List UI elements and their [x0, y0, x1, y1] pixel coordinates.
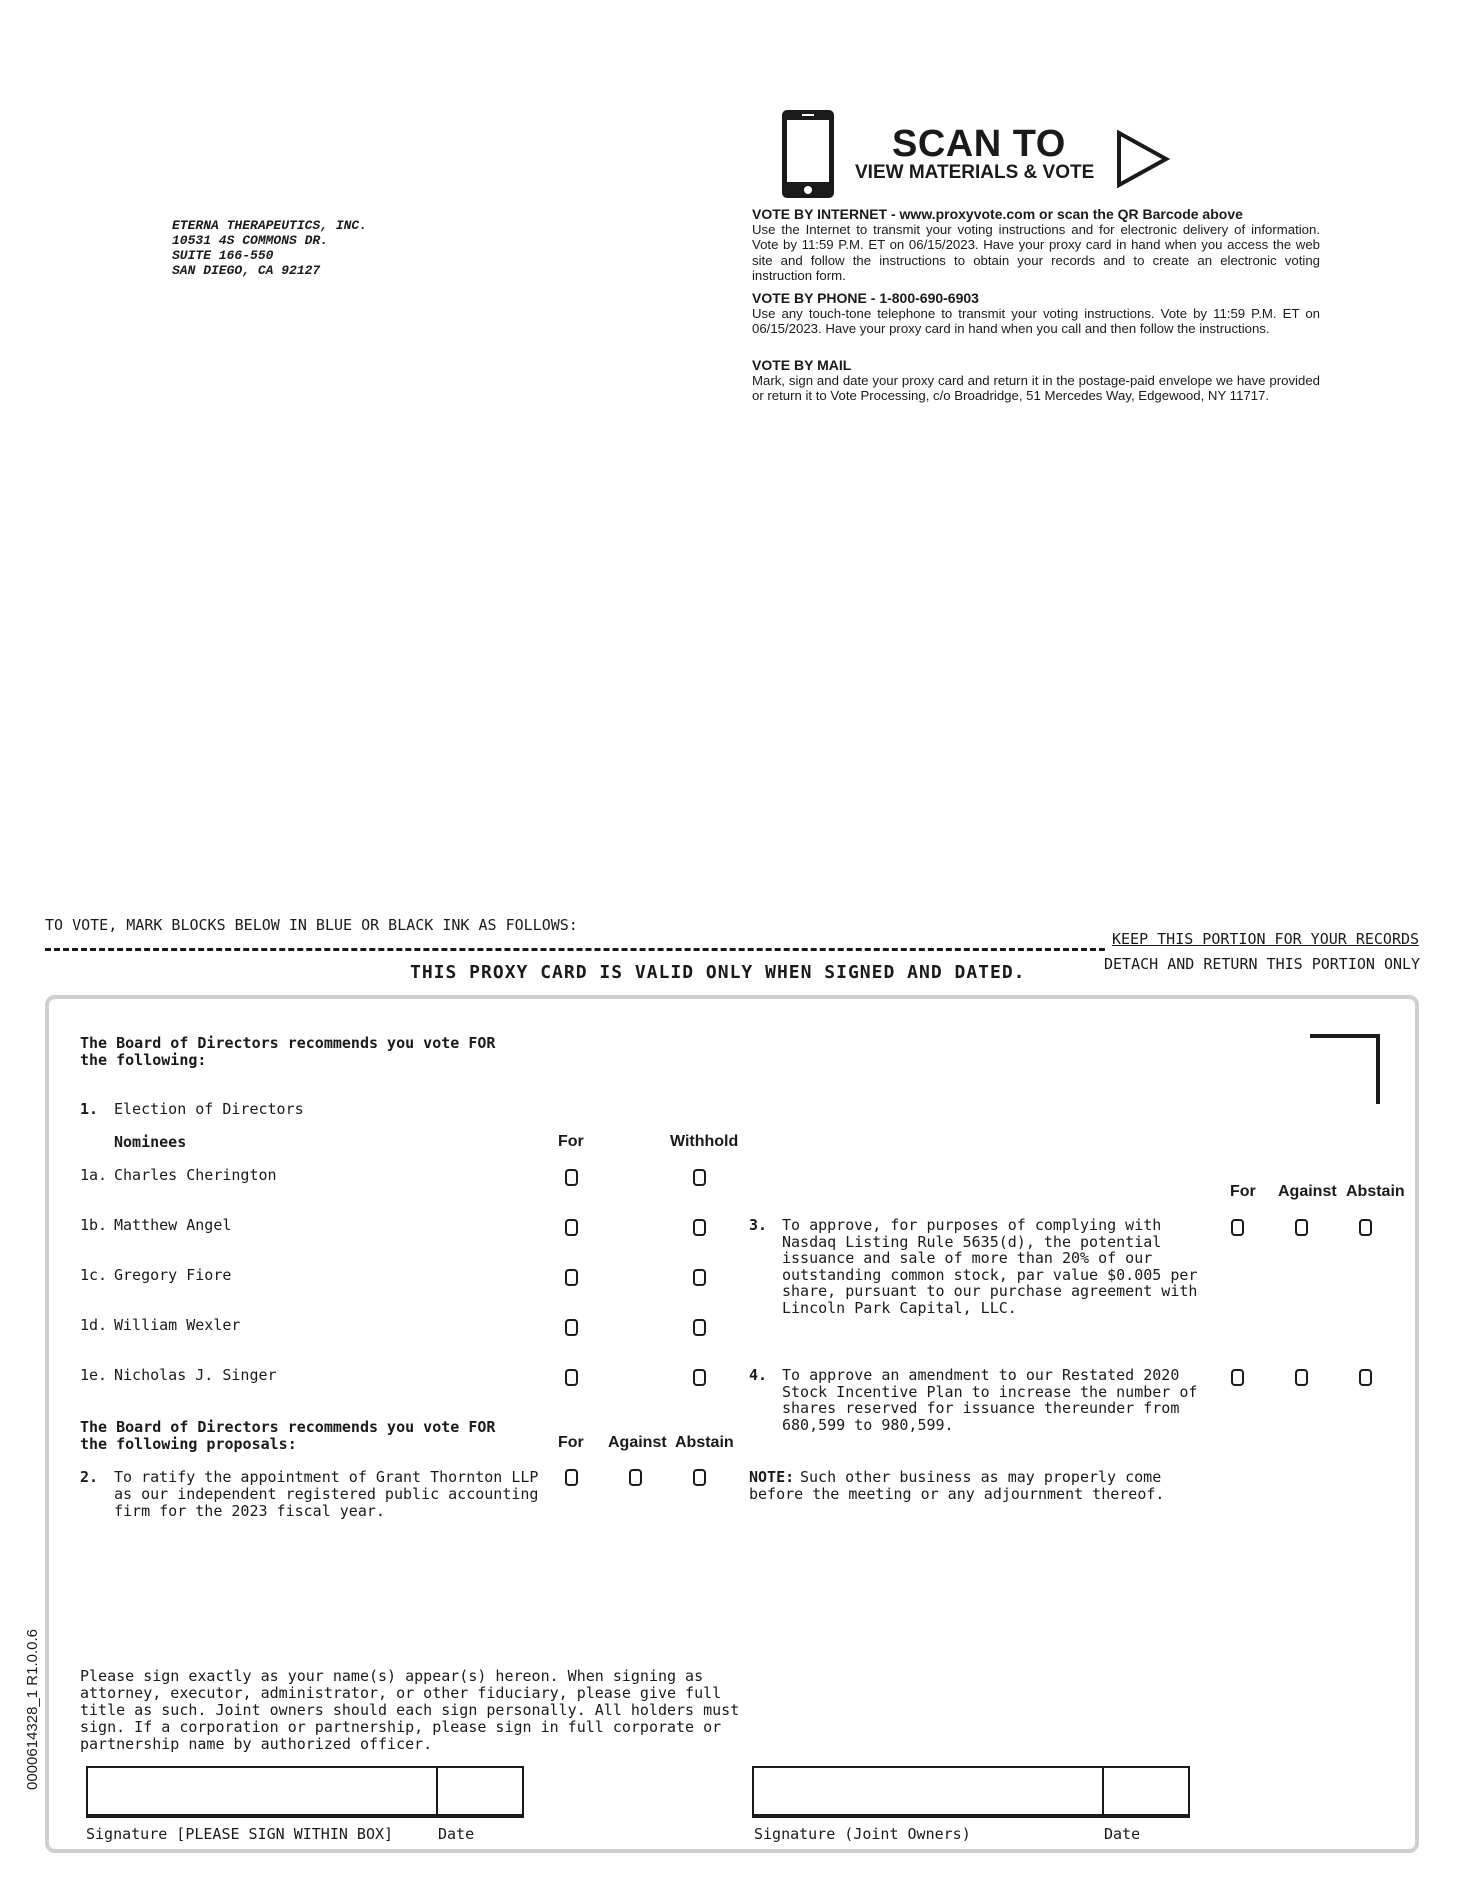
- item4-line2: Stock Incentive Plan to increase the number of: [782, 1383, 1198, 1401]
- detach-portion-label: DETACH AND RETURN THIS PORTION ONLY: [1104, 955, 1421, 973]
- vote-phone-heading: VOTE BY PHONE - 1-800-690-6903: [752, 290, 979, 306]
- marking-instructions: TO VOTE, MARK BLOCKS BELOW IN BLUE OR BLACK INK AS FOLLOWS:: [45, 916, 578, 934]
- item3-number: 3.: [749, 1216, 768, 1234]
- checkbox-1b-for[interactable]: [565, 1219, 578, 1236]
- item2-line1: To ratify the appointment of Grant Thornton LLP: [114, 1468, 539, 1486]
- checkbox-1a-for[interactable]: [565, 1169, 578, 1186]
- checkbox-1d-for[interactable]: [565, 1319, 578, 1336]
- nominees-label: Nominees: [114, 1133, 187, 1151]
- sign-instructions-line3: title as such. Joint owners should each sign personally. All holders must: [80, 1701, 740, 1719]
- checkbox-2-for[interactable]: [565, 1469, 578, 1486]
- joint-signature-box[interactable]: [752, 1766, 1190, 1818]
- board-recommendation-1-line2: the following:: [80, 1051, 207, 1069]
- col-for-3: For: [1230, 1183, 1256, 1200]
- col-abstain-2: Abstain: [675, 1434, 734, 1451]
- side-control-code: 0000614328_1 R1.0.0.6: [24, 1629, 41, 1790]
- checkbox-3-abstain[interactable]: [1359, 1219, 1372, 1236]
- checkbox-4-abstain[interactable]: [1359, 1369, 1372, 1386]
- item4-line1: To approve an amendment to our Restated 2020: [782, 1366, 1180, 1384]
- company-address: [172, 218, 367, 278]
- vote-mail-section: [752, 357, 1320, 404]
- play-arrow-icon: [1116, 130, 1170, 188]
- sign-instructions-line4: sign. If a corporation or partnership, please sign in full corporate or: [80, 1718, 722, 1736]
- checkbox-4-against[interactable]: [1295, 1369, 1308, 1386]
- nominee-name-1c: Gregory Fiore: [114, 1266, 232, 1284]
- nominee-id-1b: 1b.: [80, 1216, 108, 1234]
- col-abstain-3: Abstain: [1346, 1183, 1405, 1200]
- checkbox-1e-withhold[interactable]: [693, 1369, 706, 1386]
- nominee-id-1e: 1e.: [80, 1366, 108, 1384]
- signature-box[interactable]: [86, 1766, 524, 1818]
- nominee-name-1d: William Wexler: [114, 1316, 241, 1334]
- sign-instructions-line1: Please sign exactly as your name(s) appear(s) hereon. When signing as: [80, 1667, 704, 1685]
- company-suite: SUITE 166-550: [172, 248, 274, 263]
- nominee-id-1a: 1a.: [80, 1166, 108, 1184]
- col-against-3: Against: [1278, 1183, 1337, 1200]
- col-withhold: Withhold: [670, 1133, 739, 1150]
- board-recommendation-1-line1: The Board of Directors recommends you vote FOR: [80, 1034, 496, 1052]
- vote-internet-section: [752, 206, 1320, 284]
- scan-subtitle: VIEW MATERIALS & VOTE: [855, 162, 1095, 183]
- company-street: 10531 4S COMMONS DR.: [172, 233, 329, 248]
- checkbox-4-for[interactable]: [1231, 1369, 1244, 1386]
- item3-line2: Nasdaq Listing Rule 5635(d), the potential: [782, 1233, 1162, 1251]
- item2-number: 2.: [80, 1468, 99, 1486]
- item4-line3: shares reserved for issuance thereunder from: [782, 1399, 1180, 1417]
- corner-registration-mark: [1310, 1034, 1380, 1104]
- item3-line6: Lincoln Park Capital, LLC.: [782, 1299, 1017, 1317]
- nominee-name-1e: Nicholas J. Singer: [114, 1366, 277, 1384]
- company-city: SAN DIEGO, CA 92127: [172, 263, 321, 278]
- checkbox-1b-withhold[interactable]: [693, 1219, 706, 1236]
- checkbox-1c-for[interactable]: [565, 1269, 578, 1286]
- vote-internet-heading: VOTE BY INTERNET - www.proxyvote.com or scan the QR Barcode above: [752, 206, 1243, 222]
- checkbox-1c-withhold[interactable]: [693, 1269, 706, 1286]
- checkbox-1e-for[interactable]: [565, 1369, 578, 1386]
- detach-line: [45, 948, 1105, 951]
- item3-line1: To approve, for purposes of complying with: [782, 1216, 1162, 1234]
- vote-internet-body: Use the Internet to transmit your voting instructions and for electronic delivery of information. Vote by 11:59 P.M. ET on 06/15/2023. Have your proxy card in hand when you access the web site and follow the instructions to obtain your records and to create an electronic voting instruction form.: [752, 222, 1320, 284]
- scan-title: SCAN TO: [892, 123, 1066, 165]
- note-line1: Such other business as may properly come: [800, 1468, 1162, 1486]
- joint-signature-date-divider: [1102, 1766, 1104, 1818]
- joint-signature-label: Signature (Joint Owners): [754, 1825, 971, 1843]
- note-line2: before the meeting or any adjournment thereof.: [749, 1485, 1165, 1503]
- col-against-2: Against: [608, 1434, 667, 1451]
- checkbox-1d-withhold[interactable]: [693, 1319, 706, 1336]
- nominee-name-1b: Matthew Angel: [114, 1216, 232, 1234]
- keep-portion-label: KEEP THIS PORTION FOR YOUR RECORDS: [1112, 930, 1420, 948]
- sign-instructions-line2: attorney, executor, administrator, or other fiduciary, please give full: [80, 1684, 722, 1702]
- item3-line3: issuance and sale of more than 20% of our: [782, 1249, 1153, 1267]
- smartphone-icon: [780, 108, 836, 200]
- vote-phone-body: Use any touch-tone telephone to transmit your voting instructions. Vote by 11:59 P.M. ET on 06/15/2023. Have your proxy card in hand when you call and then follow the instructions.: [752, 306, 1320, 337]
- vote-phone-section: [752, 290, 1320, 337]
- board-recommendation-2-line2: the following proposals:: [80, 1435, 297, 1453]
- joint-date-label: Date: [1104, 1825, 1141, 1843]
- item4-line4: 680,599 to 980,599.: [782, 1416, 954, 1434]
- item3-line5: share, pursuant to our purchase agreement with: [782, 1282, 1198, 1300]
- nominee-name-1a: Charles Cherington: [114, 1166, 277, 1184]
- checkbox-3-for[interactable]: [1231, 1219, 1244, 1236]
- company-name: ETERNA THERAPEUTICS, INC.: [172, 218, 368, 233]
- note-label: NOTE:: [749, 1468, 795, 1486]
- checkbox-2-abstain[interactable]: [693, 1469, 706, 1486]
- date-label: Date: [438, 1825, 475, 1843]
- nominee-id-1c: 1c.: [80, 1266, 108, 1284]
- item1-number: 1.: [80, 1100, 99, 1118]
- item2-line3: firm for the 2023 fiscal year.: [114, 1502, 385, 1520]
- signature-date-divider: [436, 1766, 438, 1818]
- vote-mail-body: Mark, sign and date your proxy card and return it in the postage-paid envelope we have provided or return it to Vote Processing, c/o Broadridge, 51 Mercedes Way, Edgewood, NY 11717.: [752, 373, 1320, 404]
- col-for-2: For: [558, 1434, 584, 1451]
- signature-label: Signature [PLEASE SIGN WITHIN BOX]: [86, 1825, 394, 1843]
- item1-title: Election of Directors: [114, 1100, 304, 1118]
- item2-line2: as our independent registered public accounting: [114, 1485, 539, 1503]
- sign-instructions-line5: partnership name by authorized officer.: [80, 1735, 433, 1753]
- col-for-1: For: [558, 1133, 584, 1150]
- item4-number: 4.: [749, 1366, 768, 1384]
- board-recommendation-2-line1: The Board of Directors recommends you vote FOR: [80, 1418, 496, 1436]
- valid-notice: THIS PROXY CARD IS VALID ONLY WHEN SIGNED AND DATED.: [410, 962, 1026, 983]
- checkbox-2-against[interactable]: [629, 1469, 642, 1486]
- vote-mail-heading: VOTE BY MAIL: [752, 357, 852, 373]
- item3-line4: outstanding common stock, par value $0.005 per: [782, 1266, 1198, 1284]
- checkbox-3-against[interactable]: [1295, 1219, 1308, 1236]
- nominee-id-1d: 1d.: [80, 1316, 108, 1334]
- checkbox-1a-withhold[interactable]: [693, 1169, 706, 1186]
